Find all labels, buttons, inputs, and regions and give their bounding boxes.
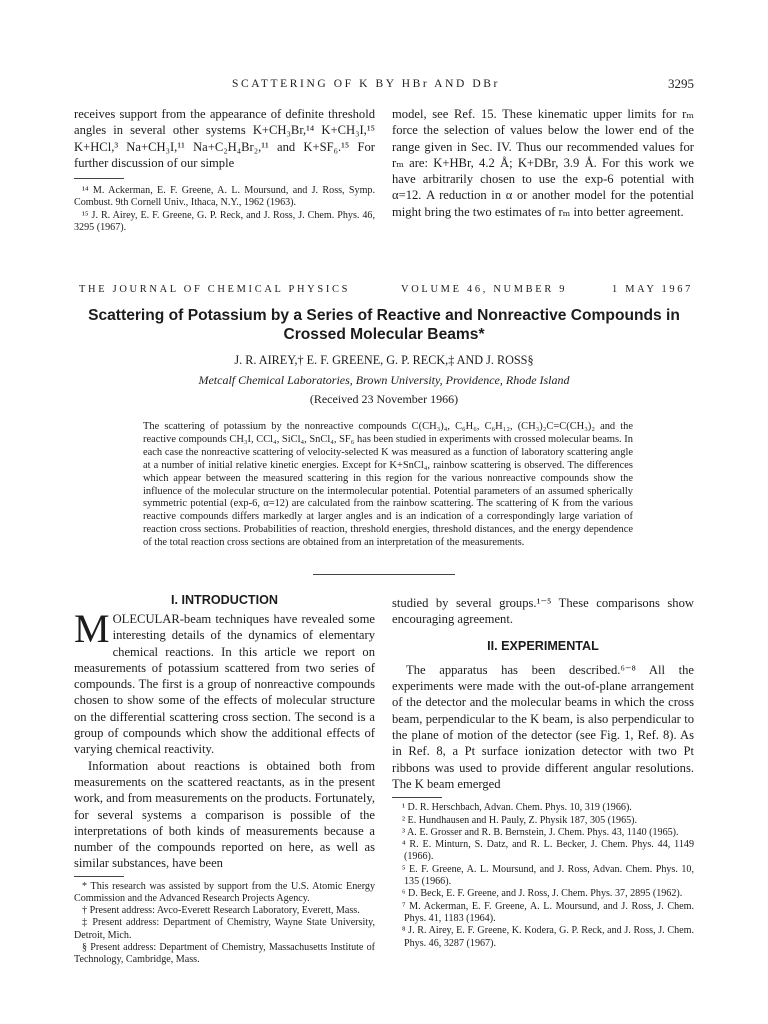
article-affiliation: Metcalf Chemical Laboratories, Brown University, Providence, Rhode Island [198, 373, 570, 387]
right-paragraph-1: studied by several groups.¹⁻⁵ These comparisons show encouraging agreement. [392, 596, 694, 627]
references-divider [392, 797, 442, 798]
reference-7: ⁷ M. Ackerman, E. F. Greene, A. L. Moursund, and J. Ross, J. Chem. Phys. 41, 1183 (1964). [402, 900, 694, 924]
reference-8: ⁸ J. R. Airey, E. F. Greene, K. Kodera, G. P. Reck, and J. Ross, J. Chem. Phys. 46, 3287 (1967). [402, 925, 694, 949]
journal-date: 1 MAY 1967 [612, 284, 694, 295]
reference-2: ² E. Hundhausen and H. Pauly, Z. Physik 187, 305 (1965). [402, 814, 638, 826]
footnote-divider [74, 178, 124, 179]
article-title-line-2: Crossed Molecular Beams* [283, 325, 485, 343]
abstract-divider [313, 574, 455, 575]
page-number: 3295 [668, 76, 694, 91]
prev-article-left-column [74, 106, 375, 234]
article-title [60, 307, 708, 344]
left-footnote-divider [74, 876, 124, 877]
received-date: (Received 23 November 1966) [309, 392, 459, 406]
introduction-heading: I. INTRODUCTION [170, 593, 279, 607]
prev-article-left-text: receives support from the appearance of definite threshold angles in several other systems K+CH₃Br,¹⁴ K+CH₃I,¹⁵ K+HCl,³ Na+CH₃I,¹¹ Na+C₂H₄Br₂,¹¹ and K+SF₆.¹⁵ For further discussion of our simple [74, 107, 375, 170]
prev-article-right-column [392, 106, 694, 220]
footnote-double-dagger: ‡ Present address: Department of Chemistry, Wayne State University, Detroit, Mich. [74, 917, 375, 941]
running-head: SCATTERING OF K BY HBr AND DBr [232, 78, 500, 90]
experimental-heading: II. EXPERIMENTAL [487, 638, 599, 653]
reference-1: ¹ D. R. Herschbach, Advan. Chem. Phys. 10, 319 (1966). [402, 802, 632, 814]
article-title-line-1: Scattering of Potassium by a Series of Reactive and Nonreactive Compounds in [88, 307, 680, 324]
reference-4: ⁴ R. E. Minturn, S. Datz, and R. L. Becker, J. Chem. Phys. 44, 1149 (1966). [402, 839, 694, 863]
reference-6: ⁶ D. Beck, E. F. Greene, and J. Ross, J. Chem. Phys. 37, 2895 (1962). [402, 888, 683, 900]
prev-article-right-text: model, see Ref. 15. These kinematic upper limits for rₘ force the selection of values below the lower end of the range given in Sec. IV. Thus our recommended values for rₘ are: K+HBr, 4.2 Å; K+DBr, 3.9 Å. For this work we have arbitrarily chosen to use the exp-6 potential with α=12. A reduction in α or another model for the potential might bring the two estimates of rₘ into better agreement. [392, 107, 694, 219]
article-authors: J. R. AIREY,† E. F. GREENE, G. P. RECK,‡ AND J. ROSS§ [234, 353, 534, 367]
footnote-14: ¹⁴ M. Ackerman, E. F. Greene, A. L. Moursund, and J. Ross, Symp. Combust. 9th Cornell Univ., Ithaca, N.Y., 1962 (1963). [74, 185, 375, 209]
footnote-dagger: † Present address: Avco-Everett Research Laboratory, Everett, Mass. [82, 905, 360, 917]
footnote-section: § Present address: Department of Chemistry, Massachusetts Institute of Technology, Cambridge, Mass. [74, 941, 375, 965]
intro-paragraph-1 [74, 606, 375, 758]
references-list [392, 802, 694, 950]
reference-3: ³ A. E. Grosser and R. B. Bernstein, J. Chem. Phys. 43, 1140 (1965). [402, 826, 679, 838]
reference-5: ⁵ E. F. Greene, A. L. Moursund, and J. Ross, Advan. Chem. Phys. 10, 135 (1966). [402, 863, 694, 888]
right-column [392, 595, 694, 950]
intro-paragraph-2: Information about reactions is obtained both from measurements on the scattered reactants, as in the present work, and from measurements on the products. Fortunately, for several systems a comparison is possible of the interpretations of both kinds of measurements because a number of the compounds reported on here, as well as similar substances, have been [74, 758, 375, 871]
experimental-paragraph-1: The apparatus has been described.⁶⁻⁸ All the experiments were made with the out-of-plane arrangement of the detector and the molecular beams in which the cross beam, perpendicular to the K beam, is also perpendicular to the plane of motion of the detector (see Fig. 1, Ref. 8). As in Ref. 8, a Pt surface ionization detector with two Pt ribbons was used to provide different angular resolutions. The K beam emerged [392, 662, 694, 791]
intro-column [74, 606, 375, 966]
prev-article-footnotes [74, 185, 375, 234]
journal-volume: VOLUME 46, NUMBER 9 [401, 284, 568, 295]
footnote-star: * This research was assisted by support from the U.S. Atomic Energy Commission and the Advanced Research Projects Agency. [74, 880, 375, 904]
abstract: The scattering of potassium by the nonreactive compounds C(CH₃)₄, C₆H₆, C₆H₁₂, (CH₃)₂C=C(CH₃)₂ and the reactive compounds CH₃I, CCl₄, SiCl₄, SnCl₄, SF₆ has been studied in experiments with crossed molecular beams. In each case the nonreactive scattering of velocity-selected K was measured as a function of laboratory scattering angle at a number of initial relative kinetic energies. Except for K+SnCl₄, rainbow scattering is observed. The differences which appear between the measured scattering in this region for the various nonreactive compounds show the influence of the molecular structure on the intermolecular potential. Potential parameters of an assumed spherically symmetric potential (exp-6, α=12) are calculated from the rainbow scattering. The scattering of K from the various reactive compounds differs markedly at larger angles and is an indication of a correspondingly large variation of reaction cross sections. Probabilities of reaction, threshold energies, threshold distances, and the energy dependence of the total reaction cross sections are obtained from an interpretation of the measurements. [143, 421, 633, 549]
left-footnotes [74, 881, 375, 966]
intro-paragraph-1-text: OLECULAR-beam techniques have revealed some interesting details of the dynamics of elementary chemical reactions. In this article we report on measurements of potassium scattered from two series of compounds. The first is a group of nonreactive compounds chosen to show some of the effects of molecular structure on the differential scattering cross section. The second is a group of compounds which show the additional effects of varying chemical reactivity. [74, 612, 375, 757]
footnote-15: ¹⁵ J. R. Airey, E. F. Greene, G. P. Reck, and J. Ross, J. Chem. Phys. 46, 3295 (1967). [74, 209, 375, 233]
drop-cap: M [74, 606, 110, 651]
journal-name: THE JOURNAL OF CHEMICAL PHYSICS [79, 284, 351, 295]
